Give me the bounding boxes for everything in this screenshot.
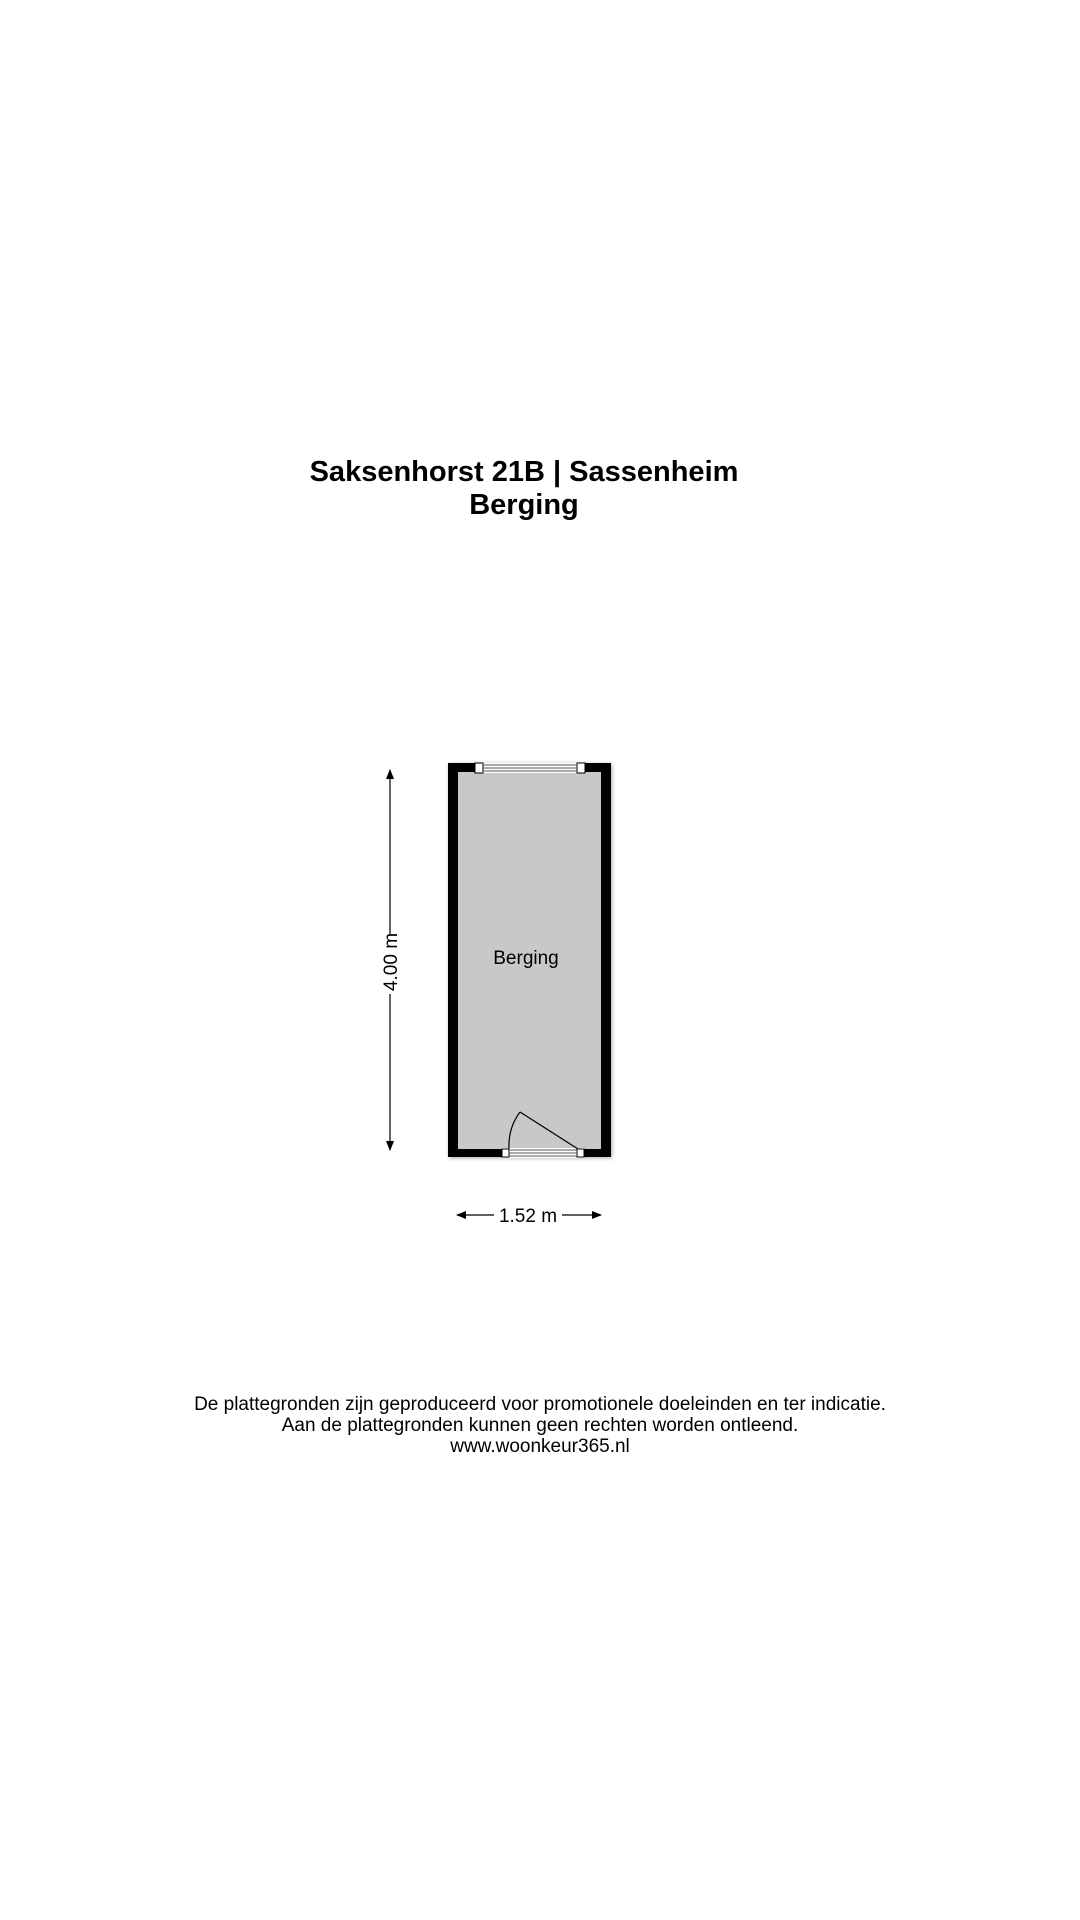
top-window: [475, 763, 585, 773]
dimension-height: [381, 770, 402, 1150]
page-subtitle: Berging: [469, 489, 579, 521]
disclaimer: [0, 1394, 1080, 1457]
disclaimer-line-1: De plattegronden zijn geproduceerd voor promotionele doeleinden en ter indicatie.: [194, 1394, 886, 1415]
dimension-width: [457, 1206, 601, 1227]
dimension-height-label: 4.00 m: [381, 932, 402, 992]
page-title: Saksenhorst 21B | Sassenheim: [309, 456, 739, 488]
dimension-width-label: 1.52 m: [498, 1206, 558, 1227]
disclaimer-line-2: Aan de plattegronden kunnen geen rechten worden ontleend.: [281, 1415, 799, 1436]
room-label: Berging: [493, 948, 559, 969]
disclaimer-website: www.woonkeur365.nl: [450, 1436, 630, 1457]
